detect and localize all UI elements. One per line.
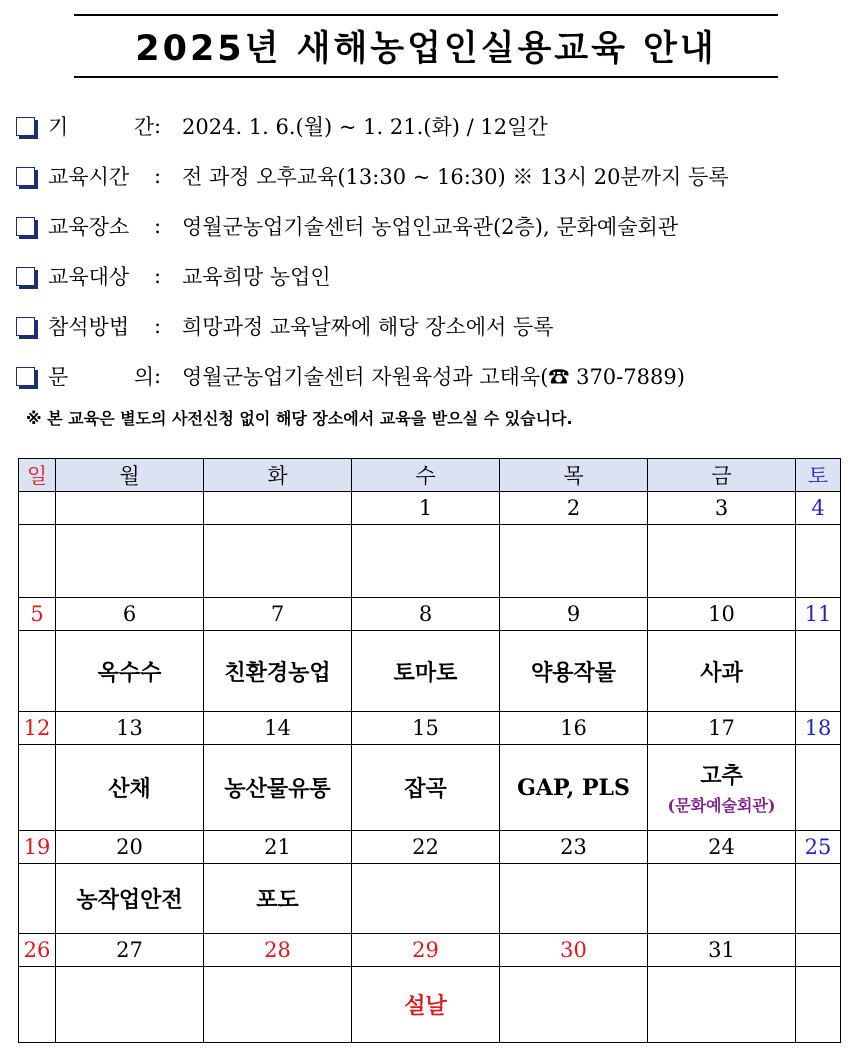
checkbox-icon bbox=[16, 117, 35, 136]
event-cell bbox=[56, 525, 204, 598]
event-cell bbox=[352, 525, 500, 598]
date-cell: 15 bbox=[352, 712, 500, 745]
event-cell bbox=[19, 631, 56, 712]
weekday-fri: 금 bbox=[648, 459, 796, 492]
info-label: 교육시간 bbox=[48, 165, 130, 189]
info-list bbox=[12, 101, 852, 401]
date-cell: 12 bbox=[19, 712, 56, 745]
date-row bbox=[19, 492, 841, 525]
date-cell: 18 bbox=[796, 712, 841, 745]
weekday-wed: 수 bbox=[352, 459, 500, 492]
info-value: 영월군농업기술센터 농업인교육관(2층), 문화예술회관 bbox=[182, 215, 679, 239]
date-cell bbox=[204, 492, 352, 525]
date-cell-holiday: 28 bbox=[204, 934, 352, 967]
event-cell bbox=[19, 745, 56, 831]
date-cell-holiday: 29 bbox=[352, 934, 500, 967]
date-cell: 27 bbox=[56, 934, 204, 967]
event-cell bbox=[796, 864, 841, 934]
date-cell-holiday: 30 bbox=[500, 934, 648, 967]
info-colon: : bbox=[154, 164, 162, 188]
date-cell: 19 bbox=[19, 831, 56, 864]
event-row bbox=[19, 631, 841, 712]
event-cell: 친환경농업 bbox=[204, 631, 352, 712]
info-colon: : bbox=[154, 364, 162, 388]
event-cell bbox=[19, 525, 56, 598]
calendar-table bbox=[18, 458, 841, 1043]
date-cell: 13 bbox=[56, 712, 204, 745]
event-cell: 농산물유통 bbox=[204, 745, 352, 831]
weekday-thu: 목 bbox=[500, 459, 648, 492]
event-cell: 잡곡 bbox=[352, 745, 500, 831]
date-cell: 11 bbox=[796, 598, 841, 631]
date-cell: 9 bbox=[500, 598, 648, 631]
event-cell: 토마토 bbox=[352, 631, 500, 712]
venue-note: (문화예술회관) bbox=[667, 796, 776, 815]
date-cell: 6 bbox=[56, 598, 204, 631]
weekday-tue: 화 bbox=[204, 459, 352, 492]
info-value: 전 과정 오후교육(13:30 ~ 16:30) ※ 13시 20분까지 등록 bbox=[182, 165, 729, 189]
weekday-sat: 토 bbox=[796, 459, 841, 492]
info-colon: : bbox=[154, 214, 162, 238]
checkbox-icon bbox=[16, 367, 35, 386]
date-cell: 22 bbox=[352, 831, 500, 864]
event-cell bbox=[796, 745, 841, 831]
date-cell: 26 bbox=[19, 934, 56, 967]
info-label: 문 의 bbox=[48, 365, 154, 389]
event-cell-pepper bbox=[648, 745, 796, 831]
event-cell bbox=[796, 631, 841, 712]
date-row bbox=[19, 831, 841, 864]
weekday-sun: 일 bbox=[19, 459, 56, 492]
date-cell bbox=[19, 492, 56, 525]
info-colon: : bbox=[154, 264, 162, 288]
notice-text: ※ 본 교육은 별도의 사전신청 없이 해당 장소에서 교육을 받으실 수 있습니다. bbox=[26, 409, 573, 428]
date-cell: 31 bbox=[648, 934, 796, 967]
event-cell: 포도 bbox=[204, 864, 352, 934]
info-value: 희망과정 교육날짜에 해당 장소에서 등록 bbox=[182, 315, 554, 339]
weekday-mon: 월 bbox=[56, 459, 204, 492]
event-row bbox=[19, 745, 841, 831]
checkbox-icon bbox=[16, 267, 35, 286]
event-row bbox=[19, 967, 841, 1043]
info-label: 교육대상 bbox=[48, 265, 130, 289]
holiday-label: 설날 bbox=[352, 967, 500, 1043]
event-cell bbox=[204, 967, 352, 1043]
event-cell bbox=[500, 525, 648, 598]
event-cell bbox=[796, 967, 841, 1043]
weekday-header bbox=[19, 459, 841, 492]
event-cell bbox=[796, 525, 841, 598]
event-cell bbox=[19, 967, 56, 1043]
info-label: 기 간 bbox=[48, 115, 154, 139]
date-row bbox=[19, 598, 841, 631]
event-cell bbox=[352, 864, 500, 934]
date-cell bbox=[796, 934, 841, 967]
title-banner bbox=[74, 14, 778, 78]
info-row-time bbox=[12, 151, 852, 201]
info-colon: : bbox=[154, 114, 162, 138]
info-row-period bbox=[12, 101, 852, 151]
date-cell: 3 bbox=[648, 492, 796, 525]
date-cell: 25 bbox=[796, 831, 841, 864]
event-cell bbox=[19, 864, 56, 934]
date-cell: 8 bbox=[352, 598, 500, 631]
info-label: 참석방법 bbox=[48, 315, 130, 339]
event-cell bbox=[500, 864, 648, 934]
info-row-method bbox=[12, 301, 852, 351]
event-cell bbox=[56, 967, 204, 1043]
date-cell: 14 bbox=[204, 712, 352, 745]
date-row bbox=[19, 712, 841, 745]
event-cell: GAP, PLS bbox=[500, 745, 648, 831]
date-cell: 20 bbox=[56, 831, 204, 864]
info-label: 교육장소 bbox=[48, 215, 130, 239]
date-cell: 2 bbox=[500, 492, 648, 525]
date-cell: 23 bbox=[500, 831, 648, 864]
date-cell: 17 bbox=[648, 712, 796, 745]
event-cell: 약용작물 bbox=[500, 631, 648, 712]
page-title: 2025년 새해농업인실용교육 안내 bbox=[135, 29, 717, 69]
event-cell bbox=[648, 525, 796, 598]
checkbox-icon bbox=[16, 317, 35, 336]
event-cell bbox=[500, 967, 648, 1043]
info-value: 교육희망 농업인 bbox=[182, 265, 331, 289]
date-cell: 4 bbox=[796, 492, 841, 525]
info-row-target bbox=[12, 251, 852, 301]
event-row bbox=[19, 525, 841, 598]
date-row bbox=[19, 934, 841, 967]
date-cell: 16 bbox=[500, 712, 648, 745]
date-cell: 24 bbox=[648, 831, 796, 864]
event-cell: 농작업안전 bbox=[56, 864, 204, 934]
event-cell bbox=[648, 967, 796, 1043]
event-cell: 옥수수 bbox=[56, 631, 204, 712]
date-cell: 21 bbox=[204, 831, 352, 864]
event-cell bbox=[648, 864, 796, 934]
event-cell bbox=[204, 525, 352, 598]
event-cell: 사과 bbox=[648, 631, 796, 712]
date-cell: 5 bbox=[19, 598, 56, 631]
date-cell bbox=[56, 492, 204, 525]
checkbox-icon bbox=[16, 217, 35, 236]
info-value: 2024. 1. 6.(월) ~ 1. 21.(화) / 12일간 bbox=[182, 115, 548, 139]
date-cell: 7 bbox=[204, 598, 352, 631]
info-colon: : bbox=[154, 314, 162, 338]
info-value: 영월군농업기술센터 자원육성과 고태욱(☎ 370-7889) bbox=[182, 365, 685, 389]
event-cell: 산채 bbox=[56, 745, 204, 831]
event-title: 고추 bbox=[700, 763, 743, 789]
info-row-place bbox=[12, 201, 852, 251]
info-row-contact bbox=[12, 351, 852, 401]
checkbox-icon bbox=[16, 167, 35, 186]
date-cell: 10 bbox=[648, 598, 796, 631]
event-row bbox=[19, 864, 841, 934]
date-cell: 1 bbox=[352, 492, 500, 525]
